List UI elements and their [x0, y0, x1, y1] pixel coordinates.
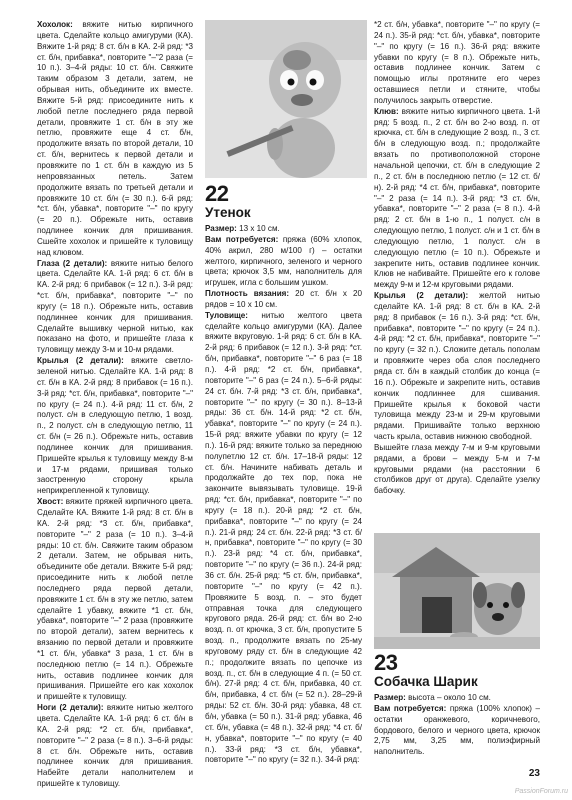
dog-photo	[374, 533, 540, 649]
column-middle	[205, 183, 362, 766]
instruction-paragraph: Крылья (2 детали): вяжите светло-зеленой нитью. Сделайте КА. 1-й ряд: 8 ст. б/н в КА. 2-й ряд: 8 прибавок (= 16 п.). 3-й ряд: *ст. б/н, прибавка*, повторите "–" по кругу (= 24 п.). 4-й ряд: 11 ст. б/н, 2 полуст. с/н в следующую петлю, 1 возд. п., 2 полуст. с/н в следующую петлю, 11 ст. б/н (= 26 п.). Обрежьте нить, оставив подлинее кончик для пришивания. Пришейте крылья к туловищу между 8-м и 17-м рядами, пришивая только заостренную сторону крыла неприкрепленной к туловищу.	[37, 356, 193, 496]
materials-line: Вам потребуется: пряжа (100% хлопок) – остатки оранжевого, коричневого, бордового, белого и черного цвета, крючок 2,75 мм, 3,25 мм, полиэфирный наполнитель.	[374, 703, 541, 757]
beak-instructions: Клюв: вяжите нитью кирпичного цвета. 1-й ряд: 5 возд. п., 2 ст. б/н во 2-ю возд. п. от крючка, ст. б/н в следующие 2 возд. п., 3 ст. б/н в следующую возд. п.; продолжайте вязать по противоположной стороне начальной цепочки, ст. б/н в следующие 2 п., 2 ст. б/н в последнюю петлю (= 12 ст. б/н). 2-й ряд: *4 ст. б/н, прибавка*, повторите "–" 2 раза (= 14 п.). 3-й ряд: *3 ст. б/н, убавка*, повторите "–" 2 раза (= 8 п.). 4-й ряд: 2 ст. б/н в 1-ю п., 1 полуст. с/н в следующую петлю, 1 полуст. с/н и 1 ст. б/н в следующую петлю, 1 полуст. с/н в следующую петлю (= 10 п.). Обрежьте и закрепите нить, оставив подлинее кончик. Клюв не набивайте. Пришейте его к голове между 9-м и 12-м круговыми рядами.	[374, 106, 540, 290]
site-watermark: PassionForum.ru	[514, 788, 568, 795]
size-line: Размер: 13 х 10 см.	[205, 224, 280, 233]
body-continued: *2 ст. б/н, убавка*, повторите "–" по кругу (= 24 п.). 35-й ряд: *ст. б/н, убавка*, повторите "–" по кругу (= 16 п.). 36-й ряд: вяжите убавки по кругу (= 8 п.). Обрежьте нить, оставив подлинее кончик. Затем с помощью иглы протяните его через оставшиеся петли и стяните, чтобы получилось закрыть отверстие.	[374, 20, 540, 105]
instruction-paragraph: Глаза (2 детали): вяжите нитью белого цвета. Сделайте КА. 1-й ряд: 6 ст. б/н в КА. 2-й ряд: 6 прибавок (= 12 п.). 3-й ряд: *ст. б/н, прибавка*, повторите "–" по кругу (= 18 п.). Обрежьте нить, оставив подлиннее кончик для пришивания. Сделайте вышивку черной нитью, как показано на фото, и пришейте глаза к туловищу между 3-м и 10-м рядами.	[37, 258, 193, 355]
column-left	[37, 20, 193, 790]
project-number: 22	[205, 181, 229, 206]
duck-photo	[205, 20, 367, 178]
duck-illustration	[205, 20, 367, 178]
project-title: Собачка Шарик	[374, 674, 478, 689]
instruction-paragraph: Ноги (2 детали): вяжите нитью желтого цвета. Сделайте КА. 1-й ряд: 6 ст. б/н в КА. 2-й ряд: *2 ст. б/н, прибавка*, повторите "–" 2 раза (= 8 п.). 3–6-й ряды: 8 ст. б/н. Обрежьте нить, оставив подлинее кончик для пришивания. Набейте детали наполнителем и пришейте к туловищу.	[37, 703, 193, 789]
instruction-paragraph: Хохолок: вяжите нитью кирпичного цвета. Сделайте кольцо амигуруми (КА). Вяжите 1-й ряд: 8 ст. б/н в КА. 2-й ряд: *3 ст. б/н, прибавка*, повторите "–"2 раза (= 10 п.). 3–4-й ряды: 10 ст. б/н. Свяжите таким образом 3 детали, затем, не обрывая нить, объедините их вместе. Вяжите 5-й ряд: присоедините нить к любой петле последнего ряда первой детали, провяжите 1 ст. б/н в эту же петлю, провяжите еще 4 ст. б/н, продолжите вязать по второй детали, 10 ст. б/н, вернитесь к первой детали и провяжите по 1 ст. б/н в каждую из 5 непровязанных петель. Затем продолжите вязать по третьей детали и провяжите 10 ст. б/н (= 30 п.). 6-й ряд: *ст. б/н, убавка*, повторите "–" по кругу (= 20 п.). Обрежьте нить, оставив подлинее кончик для пришивания. Сшейте хохолок и пришейте к туловищу над клювом.	[37, 20, 193, 257]
project-title: Утенок	[205, 205, 251, 220]
size-line: Размер: высота – около 10 см.	[374, 693, 491, 702]
eyes-note: Вышейте глаза между 7-м и 9-м круговыми рядами, а брови – между 5-м и 7-м круговыми рядами (на расстоянии 6 столбиков друг от друга). Сделайте узелку бабочку.	[374, 442, 540, 496]
body-instructions: Туловище: нитью желтого цвета сделайте кольцо амигуруми (КА). Далее вяжите вкруговую. 1-й ряд: 6 ст. б/н в КА. 2-й ряд: 6 прибавок (= 12 п.). 3-й ряд: *ст. б/н, прибавка*, повторите "–" 6 раз (= 18 п.). 4-й ряд: *2 ст. б/н, прибавка*, повторите "–" 6 раз (= 24 п.). 5–6-й ряды: 24 ст. б/н. 7-й ряд: *3 ст. б/н, прибавка*, повторите "–" по кругу (= 30 п.). 8–13-й ряды: 36 ст. б/н. 14-й ряд: *2 ст. б/н, убавка*, повторите "–" по кругу (= 24 п.). 15-й ряд: вяжите убавки по кругу (= 12 п.). 16-й ряд: вяжите только за переднюю полупетлю 12 ст. б/н. 17–18-й ряды: 12 ст. б/н. Начините набивать деталь и продолжайте до тех пор, пока не закончите вывязывать туловище. 19-й ряд: *ст. б/н, прибавка*, повторите "–" по кругу (= 18 п.). 20-й ряд: *2 ст. б/н, прибавка*, повторите "–" по кругу (= 24 п.). 21-й ряд: 24 ст. б/н. 22-й ряд: *3 ст. б/н, прибавка*, повторите "–" по кругу (= 30 п.). 23-й ряд: *4 ст. б/н, прибавка*, повторите "–" по кругу (= 36 п.). 24-й ряд: 36 ст. б/н. 25-й ряд: *5 ст. б/н, прибавка*, повторите "–" по кругу (= 42 п.). Провяжите 5 возд. п. – это будет отправная точка для следующего кругового ряда. 26-й ряд: ст. б/н во 2-ю возд. п. от крючка, 3 ст. б/н, пропустите 5 возд. п., продолжите вязать по 25-му круговому ряду ст. б/н в следующие 42 п.; продолжите вязать по цепочке из возд. п., ст. б/н в следующие 4 п. (= 50 ст. б/н). 27-й ряд: 4 ст. б/н, прибавка, 40 ст. б/н, прибавка, 4 ст. б/н (= 52 п.). 28–29-й ряды: 52 ст. б/н. 30-й ряд: убавка, 48 ст. б/н, убавка (= 50 п.). 31-й ряд: убавка, 46 ст. б/н, убавка (= 48 п.). 32-й ряд: *4 ст. б/н, убавка*, повторите "–" по кругу (= 40 п.). 33-й ряд: *3 ст. б/н, убавка*, повторите "–" по кругу (= 32 п.). 34-й ряд:	[205, 310, 362, 765]
column-right	[374, 20, 540, 497]
project-number: 23	[374, 650, 398, 675]
materials-line: Вам потребуется: пряжа (60% хлопок, 40% акрил, 280 м/100 г) – остатки желтого, кирпичного, зеленого и черного цвета; крючок 3,5 мм, наполнитель для игрушек, игла с большим ушком.	[205, 234, 362, 288]
instruction-paragraph: Хвост: вяжите пряжей кирпичного цвета. Сделайте КА. Вяжите 1-й ряд: 8 ст. б/н в КА. 2-й ряд: *3 ст. б/н, прибавка*, повторите "–" 2 раза (= 10 п.). 3–4-й ряды: 10 ст. б/н. Свяжите таким образом 2 детали. Затем, не обрывая нить, объедините обе детали. Вяжите 5-й ряд: присоедините нить к любой петле последнего ряда первой детали, провяжите 1 ст. б/н в эту же петлю, затем сделайте 1 убавку, вяжите *1 ст. б/н, убавка*, повторите "–" 2 раза (провяжите по второй детали), затем вернитесь к вязанию по первой детали и провяжите *1 ст. б/н, убавка* 3 раза, 1 ст. б/н в последнюю петлю (= 14 п.). Обрежьте нить, оставив подлинее кончик для пришивания. Пришейте его как хохолок и пришейте к туловищу.	[37, 497, 193, 702]
wings-instructions: Крылья (2 детали): желтой нитью сделайте КА. 1-й ряд: 8 ст. б/н в КА. 2-й ряд: 8 прибавок (= 16 п.). 3-й ряд: *ст. б/н, прибавка*, повторите "–" по кругу (= 24 п.). 4-й ряд: *2 ст. б/н, прибавка*, повторите "–" по кругу (= 32 п.). Сложите деталь пополам и провяжите через оба слоя последнего ряда ст. б/н в каждый столбик до конца (= 16 п.). Обрежьте и закрепите нить, оставив кончик подлиннее для сшивания. Пришейте крылья к боковой части туловища между 23-м и 29-м круговыми рядами. Пришивайте только верхнюю часть крыла, оставив нижнюю свободной.	[374, 291, 540, 442]
project23-block	[374, 652, 540, 758]
dog-illustration	[374, 533, 540, 649]
page-number: 23	[528, 768, 540, 779]
gauge-line: Плотность вязания: 20 ст. б/н х 20 рядов = 10 х 10 см.	[205, 289, 362, 309]
